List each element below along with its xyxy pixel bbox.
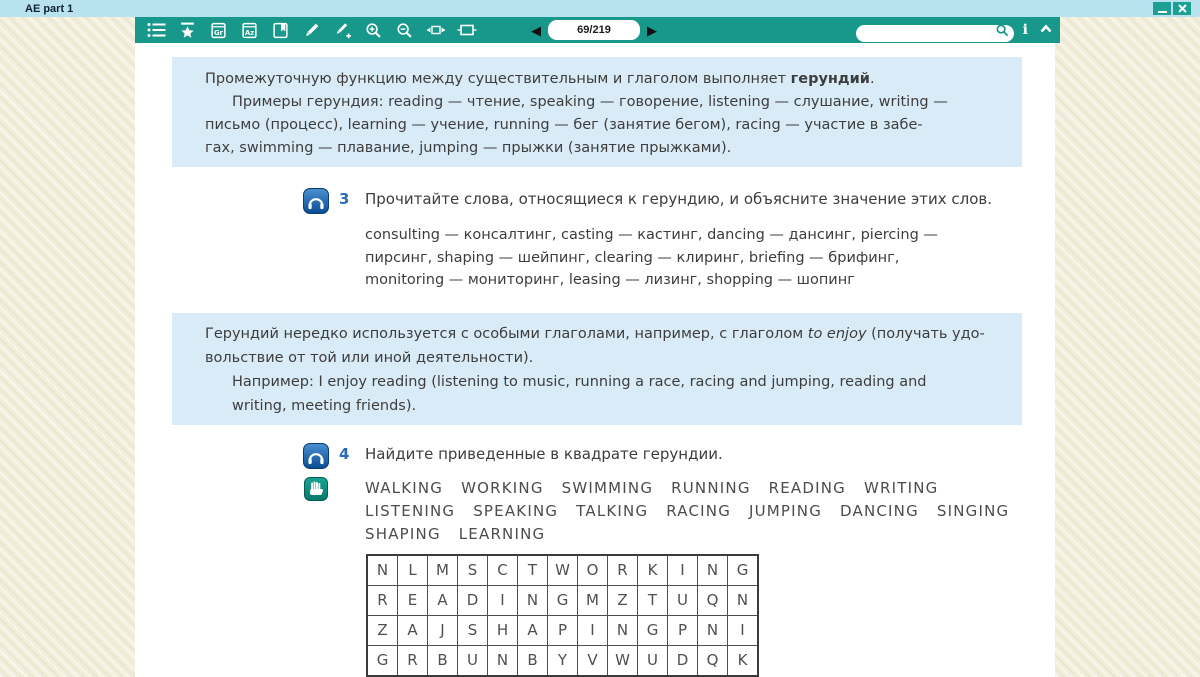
grammar-note-box-1 <box>172 57 1022 167</box>
grid-cell[interactable]: N <box>698 616 728 646</box>
grid-cell[interactable]: R <box>368 586 398 616</box>
fit-width-icon <box>426 22 446 38</box>
grid-cell[interactable]: Z <box>368 616 398 646</box>
exercise-3-number: 3 <box>339 190 350 208</box>
zoom-out-button[interactable] <box>389 17 420 43</box>
add-note-pencil-icon <box>334 22 351 39</box>
grid-cell[interactable]: C <box>488 556 518 586</box>
headphones-icon <box>306 447 326 465</box>
grid-cell[interactable]: H <box>488 616 518 646</box>
search-icon[interactable] <box>996 24 1009 37</box>
text-line: writing, meeting friends). <box>232 398 417 414</box>
grid-cell[interactable]: N <box>728 586 757 616</box>
exercise-4-word-list <box>365 477 1009 546</box>
pencil-icon <box>303 22 320 39</box>
headphones-icon <box>306 192 326 210</box>
grid-cell[interactable]: V <box>578 646 608 675</box>
zoom-out-icon <box>396 22 413 39</box>
word-line: WALKING WORKING SWIMMING RUNNING READING WRITING <box>365 479 939 497</box>
fit-page-icon <box>457 22 477 38</box>
text-line: consulting — консалтинг, casting — кастинг, dancing — дансинг, piercing — <box>365 227 938 243</box>
bookmark-icon <box>272 22 289 39</box>
grid-cell[interactable]: Z <box>608 586 638 616</box>
zoom-in-button[interactable] <box>358 17 389 43</box>
grid-cell[interactable]: L <box>398 556 428 586</box>
close-icon <box>1178 4 1187 13</box>
info-icon: i <box>1022 22 1028 38</box>
grid-cell[interactable]: B <box>518 646 548 675</box>
grid-cell[interactable]: T <box>518 556 548 586</box>
dictionary-button[interactable] <box>234 17 265 43</box>
grid-cell[interactable]: O <box>578 556 608 586</box>
search-input[interactable] <box>856 25 1014 42</box>
exercise-4-task: Найдите приведенные в квадрате герундии. <box>365 445 723 463</box>
grid-row <box>368 556 757 586</box>
chevron-up-icon <box>1038 21 1054 37</box>
grid-cell[interactable]: J <box>428 616 458 646</box>
toolbar-icon-group <box>141 17 482 43</box>
fit-width-button[interactable] <box>420 17 451 43</box>
pencil-button[interactable] <box>296 17 327 43</box>
exercise-4-number: 4 <box>339 445 350 463</box>
book-page <box>135 43 1055 677</box>
grid-cell[interactable]: S <box>458 616 488 646</box>
grid-cell[interactable]: N <box>488 646 518 675</box>
favorites-button[interactable] <box>172 17 203 43</box>
toc-button[interactable] <box>141 17 172 43</box>
text-line: пирсинг, shaping — шейпинг, clearing — клиринг, briefing — брифинг, <box>365 249 900 266</box>
grid-cell[interactable]: N <box>608 616 638 646</box>
grid-cell[interactable]: K <box>638 556 668 586</box>
minimize-icon <box>1158 11 1167 13</box>
text-line: Например: I enjoy reading (listening to music, running a race, racing and jumping, reading and <box>232 374 927 390</box>
grid-cell[interactable]: P <box>548 616 578 646</box>
word-search-grid[interactable] <box>366 554 759 677</box>
collapse-toolbar-button[interactable] <box>1037 21 1055 39</box>
grid-row <box>368 616 757 646</box>
grid-cell[interactable]: M <box>428 556 458 586</box>
grid-cell[interactable]: S <box>458 556 488 586</box>
exercise-3-task: Прочитайте слова, относящиеся к герундию, и объясните значение этих слов. <box>365 190 993 208</box>
toolbar-right-group <box>856 17 1055 43</box>
page-navigation <box>531 17 657 43</box>
grid-cell[interactable]: W <box>548 556 578 586</box>
search-box <box>856 22 1014 39</box>
grid-cell[interactable]: G <box>548 586 578 616</box>
grammar-book-icon <box>210 22 227 39</box>
text-line: гах, swimming — плавание, jumping — прыжки (занятие прыжками). <box>205 140 732 156</box>
grid-cell[interactable]: I <box>668 556 698 586</box>
grid-cell[interactable]: W <box>608 646 638 675</box>
zoom-in-icon <box>365 22 382 39</box>
audio-task-button-3[interactable] <box>303 188 329 214</box>
grid-cell[interactable]: Y <box>548 646 578 675</box>
word-line: LISTENING SPEAKING TALKING RACING JUMPING DANCING SINGING <box>365 502 1010 520</box>
grid-cell[interactable]: R <box>398 646 428 675</box>
title-bar <box>0 0 1200 17</box>
page-indicator[interactable] <box>548 20 640 40</box>
grid-cell[interactable]: B <box>428 646 458 675</box>
grid-row <box>368 586 757 616</box>
text-line: Примеры герундия: reading — чтение, speaking — говорение, listening — слушание, writing — <box>232 94 948 110</box>
grid-cell[interactable]: G <box>728 556 757 586</box>
note2-example <box>232 370 1022 418</box>
dictionary-icon <box>241 22 258 39</box>
grid-cell[interactable]: U <box>458 646 488 675</box>
fit-page-button[interactable] <box>451 17 482 43</box>
audio-task-button-4[interactable] <box>303 443 329 469</box>
grid-cell[interactable]: A <box>428 586 458 616</box>
note1-intro-line: Промежуточную функцию между существительным и глаголом выполняет герундий. <box>205 71 875 87</box>
grid-cell[interactable]: G <box>638 616 668 646</box>
toc-icon <box>147 22 166 38</box>
grammar-book-button[interactable] <box>203 17 234 43</box>
hand-icon <box>308 481 324 497</box>
grid-cell[interactable]: P <box>668 616 698 646</box>
grid-cell[interactable]: D <box>458 586 488 616</box>
grid-cell[interactable]: U <box>668 586 698 616</box>
next-page-button[interactable]: ▶ <box>647 22 657 38</box>
grid-cell[interactable]: N <box>518 586 548 616</box>
bookmark-button[interactable] <box>265 17 296 43</box>
grid-cell[interactable]: U <box>638 646 668 675</box>
grid-row <box>368 646 757 675</box>
note2-line-2: вольствие от той или иной деятельности). <box>205 350 534 366</box>
prev-page-button[interactable]: ◀ <box>531 22 541 38</box>
grid-cell[interactable]: I <box>488 586 518 616</box>
interactive-task-button[interactable] <box>304 477 328 501</box>
grid-cell[interactable]: R <box>608 556 638 586</box>
close-button[interactable] <box>1173 2 1191 15</box>
minimize-button[interactable] <box>1153 2 1171 15</box>
toolbar <box>135 17 1060 43</box>
svg-text:Gr: Gr <box>213 28 224 37</box>
grid-cell[interactable]: I <box>728 616 757 646</box>
grammar-note-box-2 <box>172 313 1022 425</box>
note1-examples <box>205 91 1022 160</box>
exercise-3-words <box>365 224 938 292</box>
grid-cell[interactable]: I <box>578 616 608 646</box>
grid-cell[interactable]: N <box>698 556 728 586</box>
grid-cell[interactable]: E <box>398 586 428 616</box>
grid-cell[interactable]: G <box>368 646 398 675</box>
word-line: SHAPING LEARNING <box>365 525 546 543</box>
window-title: AE part 1 <box>25 2 74 15</box>
text-line: monitoring — мониторинг, leasing — лизинг, shopping — шопинг <box>365 272 855 288</box>
grid-cell[interactable]: A <box>398 616 428 646</box>
grid-cell[interactable]: Q <box>698 646 728 675</box>
info-button[interactable] <box>1023 23 1028 37</box>
grid-cell[interactable]: T <box>638 586 668 616</box>
add-note-button[interactable] <box>327 17 358 43</box>
grid-cell[interactable]: Q <box>698 586 728 616</box>
note2-line-1: Герундий нередко используется с особыми глаголами, например, с глаголом to enjoy (получать удо- <box>205 326 985 342</box>
grid-cell[interactable]: D <box>668 646 698 675</box>
grid-cell[interactable]: K <box>737 651 748 669</box>
text-line: письмо (процесс), learning — учение, running — бег (занятие бегом), racing — участие в забе- <box>205 117 923 133</box>
grid-cell[interactable]: A <box>518 616 548 646</box>
favorites-star-icon <box>179 22 196 39</box>
grid-cell[interactable]: M <box>578 586 608 616</box>
svg-text:Az: Az <box>244 28 255 37</box>
grid-cell[interactable]: N <box>368 556 398 586</box>
